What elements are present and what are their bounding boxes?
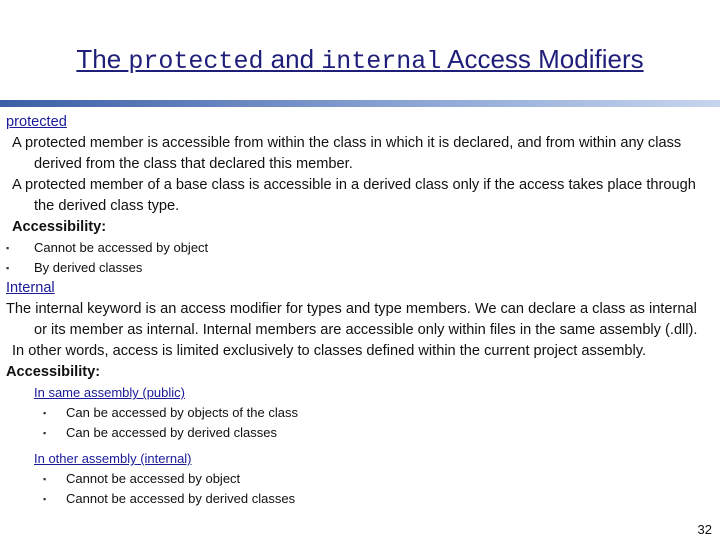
page-number: 32 <box>697 522 712 537</box>
title-code-internal: internal <box>321 47 442 76</box>
other-assembly-bullet-1 <box>6 469 712 489</box>
bullet-text: By derived classes <box>34 260 143 275</box>
same-assembly-bullet-2 <box>6 423 712 443</box>
bullet-text: Cannot be accessed by derived classes <box>66 491 296 506</box>
protected-bullet-2 <box>6 258 712 278</box>
title-part-1: The <box>76 44 129 74</box>
bullet-text: Can be accessed by objects of the class <box>66 405 298 420</box>
bullet-icon: ▪ <box>6 263 10 273</box>
internal-accessibility-label: Accessibility: <box>6 364 101 380</box>
title-part-3: Access Modifiers <box>441 44 644 74</box>
bullet-text: Cannot be accessed by object <box>34 240 209 255</box>
internal-paragraph-2: In other words, access is limited exclusively to classes defined within the current project assembly. <box>12 343 647 359</box>
same-assembly-bullet-1 <box>6 403 712 423</box>
internal-paragraph-1: The internal keyword is an access modifier for types and type members. We can declare a class as internal or its member as internal. Internal members are accessible only within files in the same assembly (.dll). <box>6 301 698 338</box>
title-divider <box>0 100 720 107</box>
other-assembly-heading: In other assembly (internal) <box>34 451 192 466</box>
title-code-protected: protected <box>128 47 264 76</box>
slide-body <box>6 112 712 509</box>
bullet-icon: ▪ <box>6 243 10 253</box>
bullet-text: Cannot be accessed by object <box>66 471 241 486</box>
slide-title <box>0 44 720 76</box>
protected-accessibility-label: Accessibility: <box>12 219 107 235</box>
bullet-icon: ▪ <box>43 408 47 418</box>
protected-bullet-1 <box>6 238 712 258</box>
bullet-icon: ▪ <box>43 494 47 504</box>
same-assembly-heading: In same assembly (public) <box>34 385 185 400</box>
bullet-text: Can be accessed by derived classes <box>66 425 278 440</box>
bullet-icon: ▪ <box>43 428 47 438</box>
protected-paragraph-2: A protected member of a base class is accessible in a derived class only if the access takes place through the derived class type. <box>12 177 696 214</box>
protected-paragraph-1: A protected member is accessible from within the class in which it is declared, and from within any class derived from the class that declared this member. <box>12 135 682 172</box>
title-part-2: and <box>263 44 322 74</box>
protected-heading: protected <box>6 114 67 130</box>
other-assembly-bullet-2 <box>6 489 712 509</box>
bullet-icon: ▪ <box>43 474 47 484</box>
internal-heading: Internal <box>6 280 55 296</box>
